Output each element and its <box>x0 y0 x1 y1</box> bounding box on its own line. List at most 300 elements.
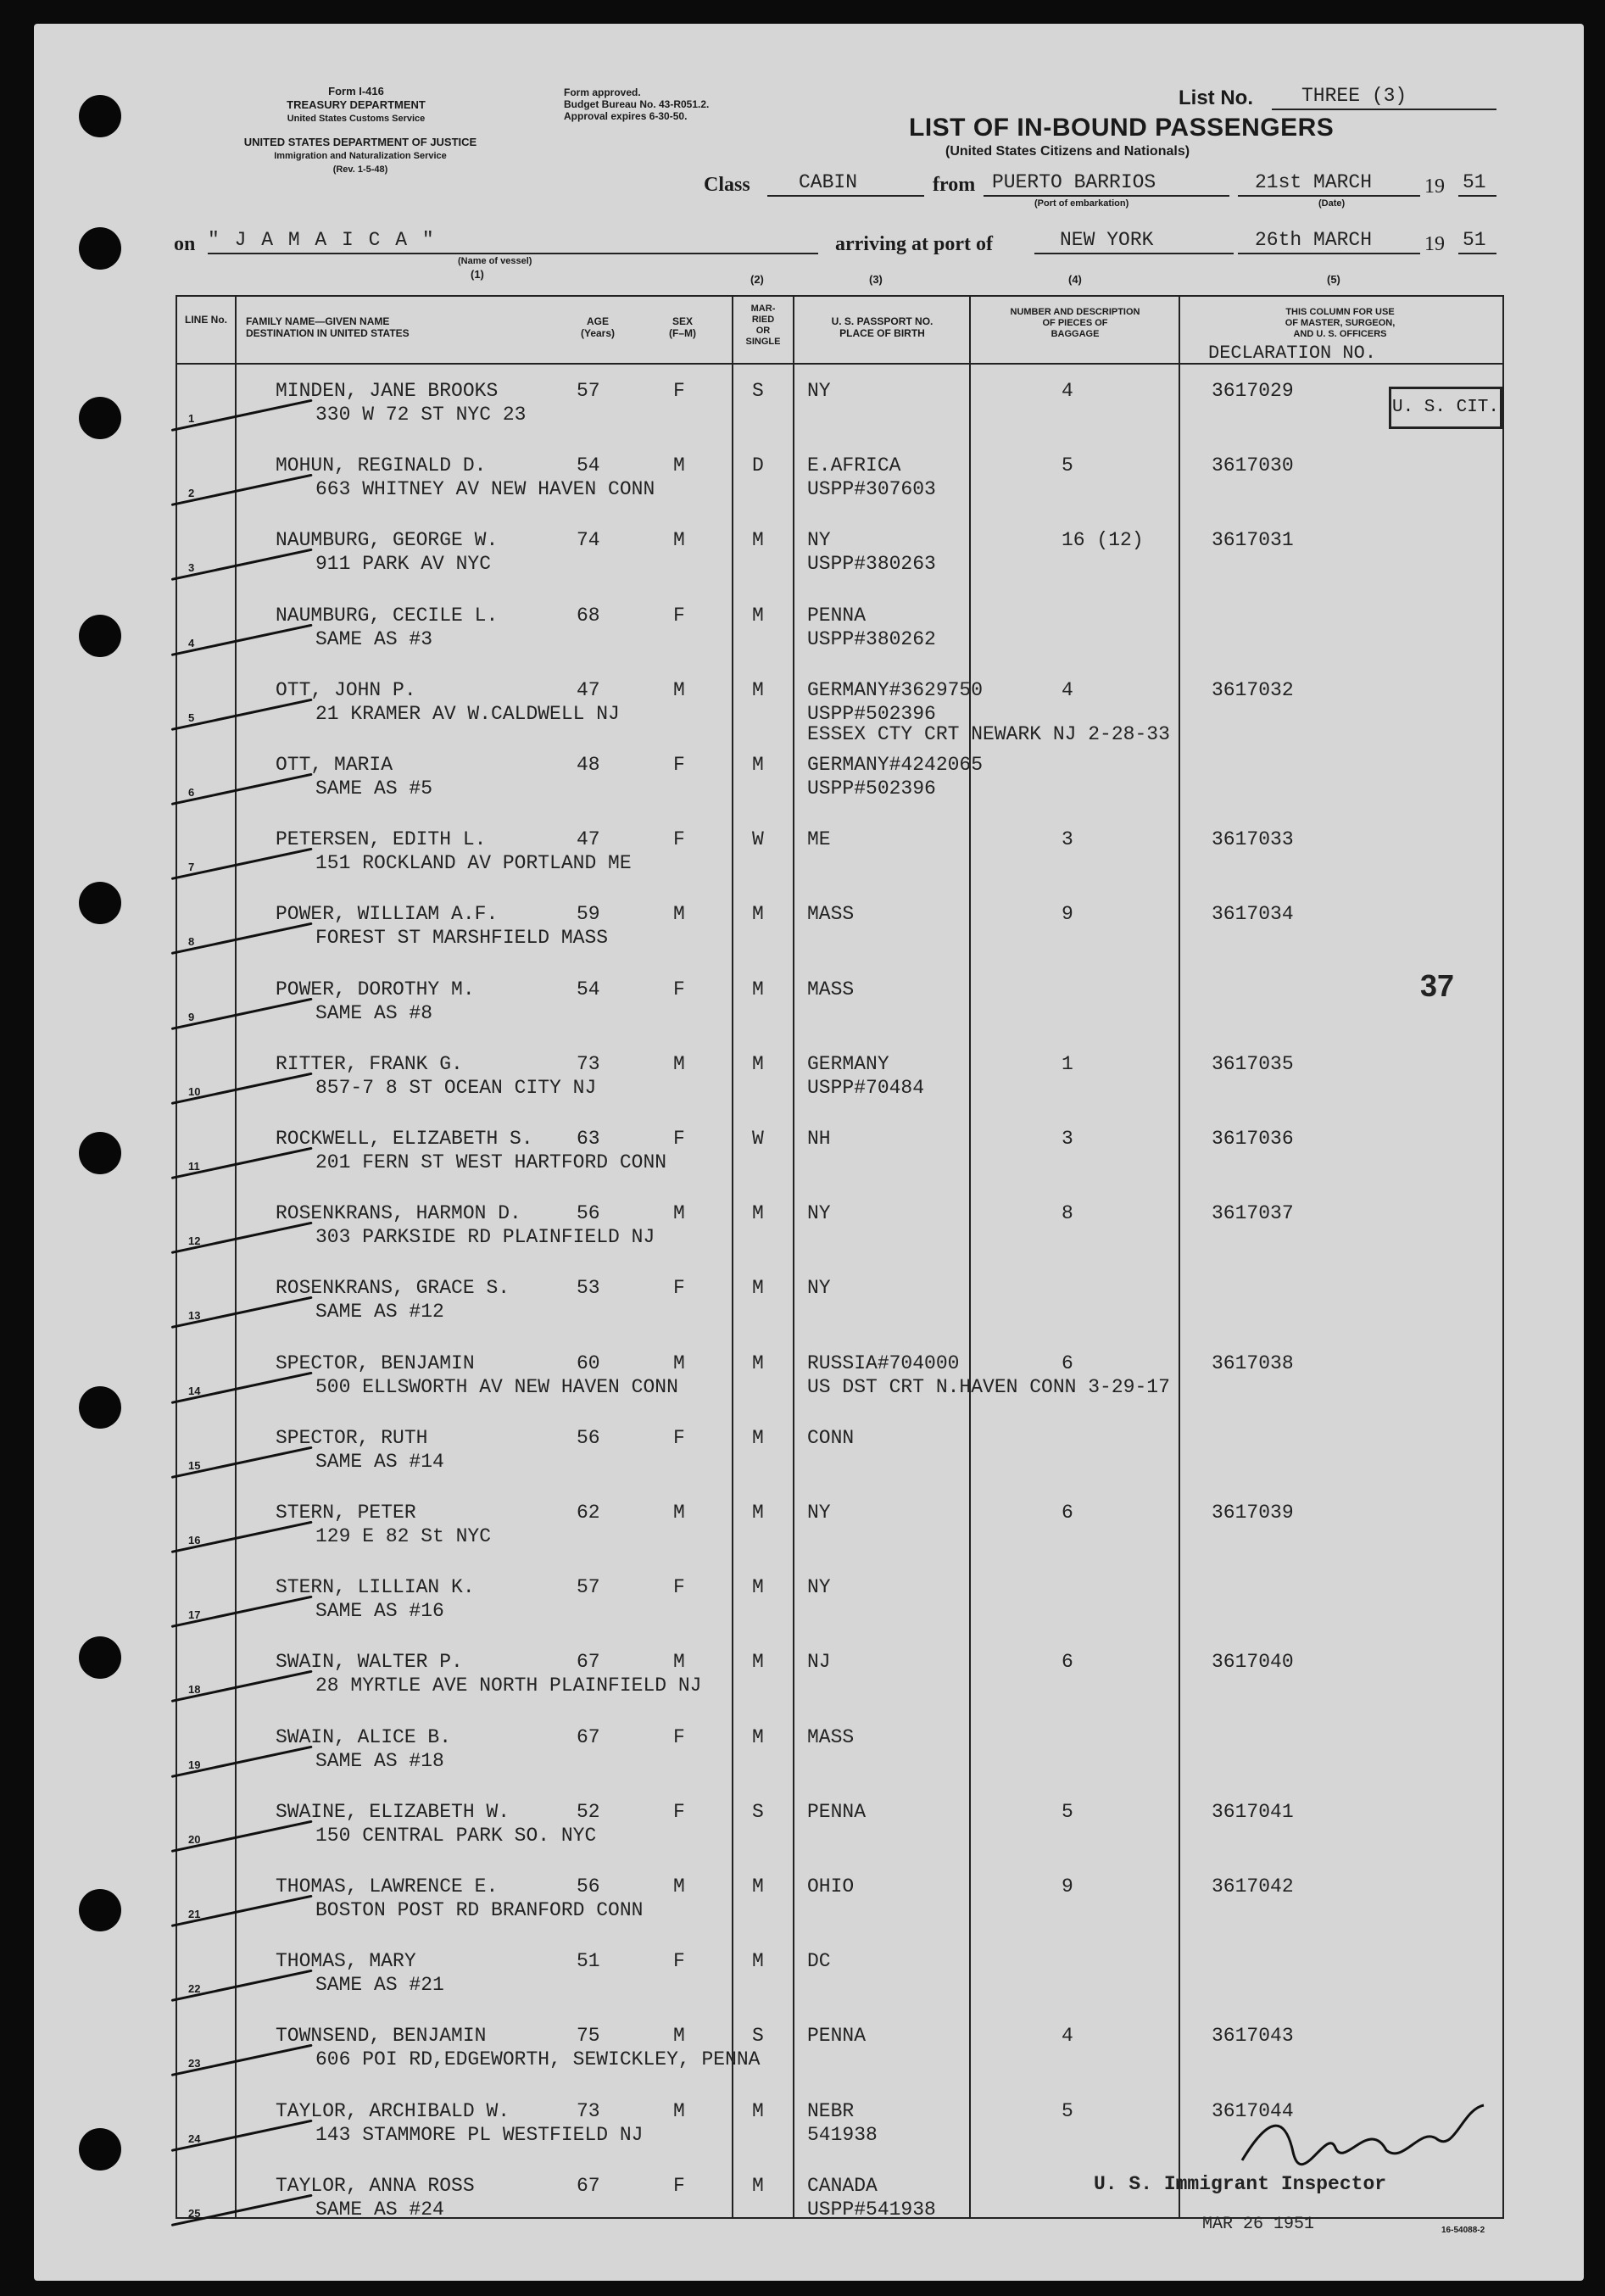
from-underline <box>984 195 1229 197</box>
passport-place: ME <box>807 828 831 851</box>
passenger-name: TAYLOR, ARCHIBALD W. <box>276 2099 510 2122</box>
declaration-number: 3617040 <box>1212 1651 1294 1674</box>
passenger-sex: F <box>673 1128 685 1150</box>
col-head-officers <box>1181 307 1499 340</box>
marital-status: M <box>752 1351 764 1374</box>
line-number: 24 <box>188 2132 201 2145</box>
binder-hole <box>79 2128 121 2171</box>
passenger-sex: F <box>673 1950 685 1973</box>
baggage-count: 16 (12) <box>1062 529 1144 552</box>
arrival-year-prefix: 19 <box>1424 233 1445 255</box>
passenger-sex: M <box>673 1351 685 1374</box>
passport-number: USPP#502396 <box>807 777 936 800</box>
passenger-name: ROSENKRANS, HARMON D. <box>276 1202 521 1225</box>
binder-hole <box>79 1889 121 1931</box>
passenger-destination: 330 W 72 ST NYC 23 <box>315 404 527 426</box>
passenger-age: 53 <box>577 1277 600 1300</box>
passenger-age: 57 <box>577 380 600 402</box>
passenger-sex: F <box>673 1725 685 1748</box>
marital-status: M <box>752 1502 764 1524</box>
passenger-name: SWAIN, ALICE B. <box>276 1725 452 1748</box>
baggage-count: 9 <box>1062 1875 1073 1898</box>
line-number: 3 <box>188 561 195 575</box>
header-approval-block <box>564 86 818 122</box>
baggage-count: 4 <box>1062 380 1073 402</box>
passenger-sex: M <box>673 529 685 552</box>
passport-place: MASS <box>807 903 855 926</box>
passport-place: NY <box>807 1202 831 1225</box>
marital-status: W <box>752 828 764 851</box>
year-underline <box>1458 195 1496 197</box>
col-head-baggage <box>972 307 1179 340</box>
passenger-name: TOWNSEND, BENJAMIN <box>276 2025 487 2048</box>
line-number: 12 <box>188 1234 201 1248</box>
col-head-age <box>564 315 632 339</box>
table-row <box>176 1488 1501 1563</box>
passenger-age: 67 <box>577 1725 600 1748</box>
passenger-name: OTT, MARIA <box>276 754 393 776</box>
marital-status: M <box>752 1576 764 1599</box>
passenger-name: THOMAS, LAWRENCE E. <box>276 1875 499 1898</box>
marital-status: M <box>752 678 764 701</box>
approval-expires: Approval expires 6-30-50. <box>564 110 688 122</box>
passenger-age: 54 <box>577 454 600 477</box>
line-number: 22 <box>188 1982 201 1996</box>
declaration-number: 3617031 <box>1212 529 1294 552</box>
passport-place: GERMANY#3629750 <box>807 678 984 701</box>
col-head-line-no: LINE No. <box>185 314 227 326</box>
passenger-sex: M <box>673 454 685 477</box>
passenger-sex: M <box>673 1651 685 1674</box>
baggage-count: 9 <box>1062 903 1073 926</box>
table-row <box>176 591 1501 666</box>
passenger-name: MOHUN, REGINALD D. <box>276 454 487 477</box>
passport-place: NY <box>807 529 831 552</box>
passenger-sex: M <box>673 1052 685 1075</box>
inspector-signature <box>1234 2101 1488 2177</box>
passport-place: MASS <box>807 1725 855 1748</box>
binder-hole <box>79 227 121 270</box>
binder-hole <box>79 1386 121 1429</box>
baggage-count: 5 <box>1062 2099 1073 2122</box>
table-row <box>176 666 1501 745</box>
table-row <box>176 1563 1501 1637</box>
class-value: CABIN <box>799 171 858 193</box>
marital-status: M <box>752 754 764 776</box>
declaration-number: 3617030 <box>1212 454 1294 477</box>
baggage-count: 4 <box>1062 678 1073 701</box>
passenger-age: 56 <box>577 1202 600 1225</box>
declaration-number: 3617033 <box>1212 828 1294 851</box>
declaration-number: 3617036 <box>1212 1128 1294 1150</box>
revision: (Rev. 1-5-48) <box>332 164 388 175</box>
passport-number: USPP#380263 <box>807 553 936 576</box>
declaration-number: 3617032 <box>1212 678 1294 701</box>
line-number: 23 <box>188 2057 201 2070</box>
passenger-age: 56 <box>577 1426 600 1449</box>
baggage-count: 6 <box>1062 1651 1073 1674</box>
column-number-1: (1) <box>471 268 484 281</box>
marital-status: M <box>752 1202 764 1225</box>
naturalization-court: ESSEX CTY CRT NEWARK NJ 2-28-33 <box>807 722 1170 745</box>
passenger-name: SWAINE, ELIZABETH W. <box>276 1800 510 1823</box>
passenger-destination: SAME AS #8 <box>315 1001 433 1024</box>
table-row <box>176 2011 1501 2086</box>
passport-place: NY <box>807 380 831 402</box>
table-row <box>176 1263 1501 1338</box>
table-row <box>176 1937 1501 2011</box>
passenger-sex: M <box>673 2099 685 2122</box>
form-approved: Form approved. <box>564 86 641 98</box>
year-prefix: 19 <box>1424 176 1445 198</box>
marital-status: M <box>752 1052 764 1075</box>
page-title: LIST OF IN-BOUND PASSENGERS <box>909 114 1335 142</box>
passenger-sex: M <box>673 903 685 926</box>
declaration-number: 3617039 <box>1212 1502 1294 1524</box>
marital-status: W <box>752 1128 764 1150</box>
passenger-sex: F <box>673 2174 685 2197</box>
col-head-married <box>734 304 792 348</box>
passenger-sex: F <box>673 754 685 776</box>
passenger-destination: 857-7 8 ST OCEAN CITY NJ <box>315 1076 597 1099</box>
port-underline <box>1034 253 1234 254</box>
passenger-age: 48 <box>577 754 600 776</box>
table-row <box>176 889 1501 964</box>
arriving-label: arriving at port of <box>835 233 993 255</box>
passenger-name: SWAIN, WALTER P. <box>276 1651 463 1674</box>
table-row <box>176 1862 1501 1937</box>
passport-number: USPP#502396 <box>807 702 936 725</box>
passenger-destination: 303 PARKSIDE RD PLAINFIELD NJ <box>315 1226 655 1249</box>
passenger-sex: F <box>673 604 685 627</box>
table-row <box>176 1787 1501 1862</box>
vessel-name: " J A M A I C A " <box>208 229 436 251</box>
marital-status: S <box>752 380 764 402</box>
page-subtitle: (United States Citizens and Nationals) <box>945 144 1190 159</box>
passenger-destination: 663 WHITNEY AV NEW HAVEN CONN <box>315 478 655 501</box>
line-number: 5 <box>188 711 195 724</box>
declaration-no-heading: DECLARATION NO. <box>1208 343 1377 364</box>
passenger-destination: BOSTON POST RD BRANFORD CONN <box>315 1899 644 1921</box>
arrival-date: 26th MARCH <box>1255 229 1373 251</box>
declaration-number: 3617034 <box>1212 903 1294 926</box>
passenger-name: THOMAS, MARY <box>276 1950 416 1973</box>
table-row <box>176 1189 1501 1263</box>
date-underline <box>1238 195 1420 197</box>
passenger-age: 67 <box>577 2174 600 2197</box>
baggage-count: 5 <box>1062 454 1073 477</box>
line-number: 6 <box>188 786 195 799</box>
passenger-age: 57 <box>577 1576 600 1599</box>
passport-place: NY <box>807 1502 831 1524</box>
passenger-destination: SAME AS #12 <box>315 1301 444 1324</box>
table-row <box>176 441 1501 515</box>
passport-place: NY <box>807 1576 831 1599</box>
passenger-age: 54 <box>577 978 600 1000</box>
justice-department: UNITED STATES DEPARTMENT OF JUSTICE <box>243 136 477 148</box>
binder-hole <box>79 397 121 439</box>
passport-place: GERMANY#4242065 <box>807 754 984 776</box>
class-underline <box>767 195 924 197</box>
passenger-sex: F <box>673 828 685 851</box>
line-number: 1 <box>188 412 195 425</box>
passenger-destination: 500 ELLSWORTH AV NEW HAVEN CONN <box>315 1375 678 1398</box>
header-treasury-block <box>229 85 483 125</box>
line-number: 7 <box>188 861 195 874</box>
inspector-label: U. S. Immigrant Inspector <box>1094 2173 1387 2195</box>
list-no-value: THREE (3) <box>1301 85 1407 107</box>
passport-place: DC <box>807 1950 831 1973</box>
passport-place: MASS <box>807 978 855 1000</box>
passenger-age: 52 <box>577 1800 600 1823</box>
line-number: 25 <box>188 2206 201 2220</box>
passenger-sex: F <box>673 1800 685 1823</box>
table-row <box>176 1039 1501 1114</box>
passenger-destination: 201 FERN ST WEST HARTFORD CONN <box>315 1151 667 1173</box>
customs-service: United States Customs Service <box>287 114 426 124</box>
passenger-name: STERN, PETER <box>276 1502 416 1524</box>
arrival-year: 51 <box>1463 229 1486 251</box>
binder-hole <box>79 95 121 137</box>
passenger-age: 73 <box>577 1052 600 1075</box>
marital-status: M <box>752 1426 764 1449</box>
passenger-name: STERN, LILLIAN K. <box>276 1576 475 1599</box>
marital-status: M <box>752 978 764 1000</box>
passenger-name: POWER, WILLIAM A.F. <box>276 903 499 926</box>
marital-status: M <box>752 604 764 627</box>
column-number-4: (4) <box>1068 273 1082 286</box>
passenger-sex: M <box>673 678 685 701</box>
line-number: 11 <box>188 1160 200 1173</box>
column-number-5: (5) <box>1327 273 1340 286</box>
passenger-age: 74 <box>577 529 600 552</box>
date-stamp: MAR 26 1951 <box>1202 2215 1315 2234</box>
list-no-label: List No. <box>1179 86 1253 109</box>
baggage-count: 6 <box>1062 1351 1073 1374</box>
marital-status: M <box>752 1651 764 1674</box>
declaration-number: 3617041 <box>1212 1800 1294 1823</box>
arrival-year-underline <box>1458 253 1496 254</box>
baggage-count: 5 <box>1062 1800 1073 1823</box>
passport-number: USPP#541938 <box>807 2198 936 2221</box>
declaration-number: 3617029 <box>1212 380 1294 402</box>
passport-place: CANADA <box>807 2174 878 2197</box>
line-number: 2 <box>188 487 195 500</box>
col-head-passport-text: U. S. PASSPORT NO. PLACE OF BIRTH <box>831 315 933 339</box>
from-label: from <box>933 174 976 196</box>
col-head-passport <box>795 315 969 339</box>
passport-number: USPP#380262 <box>807 627 936 650</box>
passport-number: 541938 <box>807 2123 878 2146</box>
passenger-name: MINDEN, JANE BROOKS <box>276 380 499 402</box>
marital-status: D <box>752 454 764 477</box>
column-number-3: (3) <box>869 273 883 286</box>
col-head-name <box>246 315 568 339</box>
declaration-number: 3617043 <box>1212 2025 1294 2048</box>
passenger-destination: SAME AS #14 <box>315 1450 444 1473</box>
table-row <box>176 1637 1501 1712</box>
declaration-number: 3617035 <box>1212 1052 1294 1075</box>
from-caption: (Port of embarkation) <box>1034 198 1129 209</box>
passenger-sex: M <box>673 1875 685 1898</box>
passenger-age: 67 <box>577 1651 600 1674</box>
passenger-destination: FOREST ST MARSHFIELD MASS <box>315 927 609 950</box>
declaration-number: 3617038 <box>1212 1351 1294 1374</box>
header-justice-block <box>174 136 547 176</box>
marital-status: M <box>752 529 764 552</box>
passport-place: PENNA <box>807 604 867 627</box>
departure-date: 21st MARCH <box>1255 171 1373 193</box>
passenger-name: NAUMBURG, GEORGE W. <box>276 529 499 552</box>
passenger-destination: 151 ROCKLAND AV PORTLAND ME <box>315 852 632 875</box>
passenger-name: ROSENKRANS, GRACE S. <box>276 1277 510 1300</box>
passenger-destination: SAME AS #21 <box>315 1974 444 1997</box>
binder-hole <box>79 882 121 924</box>
passport-place: CONN <box>807 1426 855 1449</box>
passenger-age: 59 <box>577 903 600 926</box>
passport-place: NJ <box>807 1651 831 1674</box>
passenger-sex: M <box>673 1202 685 1225</box>
passenger-sex: F <box>673 1426 685 1449</box>
col-head-baggage-text: NUMBER AND DESCRIPTION OF PIECES OF BAGGAGE <box>1010 307 1140 339</box>
passenger-age: 47 <box>577 678 600 701</box>
passport-number: US DST CRT N.HAVEN CONN 3-29-17 <box>807 1375 1170 1398</box>
declaration-number: 3617044 <box>1212 2099 1294 2122</box>
marital-status: S <box>752 1800 764 1823</box>
table-row <box>176 1413 1501 1488</box>
marital-status: M <box>752 1950 764 1973</box>
line-number: 15 <box>188 1458 201 1472</box>
marital-status: M <box>752 1875 764 1898</box>
arrival-port: NEW YORK <box>1060 229 1154 251</box>
passenger-name: POWER, DOROTHY M. <box>276 978 475 1000</box>
passenger-age: 62 <box>577 1502 600 1524</box>
binder-hole <box>79 1132 121 1174</box>
budget-bureau: Budget Bureau No. 43-R051.2. <box>564 98 710 110</box>
class-label: Class <box>704 174 750 196</box>
passport-place: E.AFRICA <box>807 454 901 477</box>
passenger-age: 51 <box>577 1950 600 1973</box>
passenger-name: PETERSEN, EDITH L. <box>276 828 487 851</box>
binder-hole <box>79 615 121 657</box>
line-number: 17 <box>188 1608 201 1622</box>
baggage-count: 4 <box>1062 2025 1073 2048</box>
passport-number: USPP#307603 <box>807 478 936 501</box>
table-row <box>176 815 1501 889</box>
passenger-sex: F <box>673 380 685 402</box>
passenger-destination: 129 E 82 St NYC <box>315 1525 492 1547</box>
line-number: 20 <box>188 1832 201 1846</box>
passenger-sex: F <box>673 1576 685 1599</box>
passenger-destination: 143 STAMMORE PL WESTFIELD NJ <box>315 2123 644 2146</box>
side-number: 37 <box>1420 968 1455 1003</box>
table-row <box>176 1339 1501 1413</box>
table-row <box>176 1114 1501 1189</box>
baggage-count: 6 <box>1062 1502 1073 1524</box>
form-number: Form I-416 <box>328 85 384 98</box>
baggage-count: 3 <box>1062 828 1073 851</box>
binder-hole <box>79 1636 121 1679</box>
passenger-sex: M <box>673 2025 685 2048</box>
col-head-name-text: FAMILY NAME—GIVEN NAME DESTINATION IN UNITED STATES <box>246 315 410 339</box>
passenger-name: ROCKWELL, ELIZABETH S. <box>276 1128 533 1150</box>
passenger-age: 56 <box>577 1875 600 1898</box>
arrival-date-underline <box>1238 253 1420 254</box>
passenger-destination: 28 MYRTLE AVE NORTH PLAINFIELD NJ <box>315 1675 702 1697</box>
passport-place: NY <box>807 1277 831 1300</box>
passenger-age: 63 <box>577 1128 600 1150</box>
passport-place: NEBR <box>807 2099 855 2122</box>
list-no-underline <box>1272 109 1496 110</box>
passport-place: GERMANY <box>807 1052 889 1075</box>
marital-status: M <box>752 2174 764 2197</box>
table-row <box>176 366 1501 441</box>
passport-place: PENNA <box>807 1800 867 1823</box>
declaration-number: 3617042 <box>1212 1875 1294 1898</box>
passport-number: USPP#70484 <box>807 1076 925 1099</box>
passenger-sex: F <box>673 978 685 1000</box>
ins-service: Immigration and Naturalization Service <box>274 151 447 161</box>
baggage-count: 1 <box>1062 1052 1073 1075</box>
marital-status: M <box>752 1277 764 1300</box>
passenger-destination: SAME AS #18 <box>315 1749 444 1772</box>
baggage-count: 3 <box>1062 1128 1073 1150</box>
col-head-age-text: AGE (Years) <box>580 315 616 339</box>
passenger-destination: SAME AS #3 <box>315 627 433 650</box>
passenger-age: 47 <box>577 828 600 851</box>
form-code: 16-54088-2 <box>1441 2226 1485 2235</box>
passenger-name: RITTER, FRANK G. <box>276 1052 463 1075</box>
marital-status: S <box>752 2025 764 2048</box>
line-number: 14 <box>188 1384 201 1397</box>
vessel-caption: (Name of vessel) <box>458 256 532 266</box>
marital-status: M <box>752 1725 764 1748</box>
passenger-destination: SAME AS #24 <box>315 2198 444 2221</box>
line-number: 16 <box>188 1534 201 1546</box>
passenger-destination: 21 KRAMER AV W.CALDWELL NJ <box>315 702 620 725</box>
treasury-department: TREASURY DEPARTMENT <box>287 98 426 111</box>
passenger-destination: 606 POI RD,EDGEWORTH, SEWICKLEY, PENNA <box>315 2048 761 2071</box>
col-head-officers-text: THIS COLUMN FOR USE OF MASTER, SURGEON, AND U. S. OFFICERS <box>1285 307 1396 339</box>
line-number: 19 <box>188 1758 201 1771</box>
table-row <box>176 1713 1501 1787</box>
table-row <box>176 965 1501 1039</box>
col-head-sex-text: SEX (F–M) <box>669 315 696 339</box>
col-head-married-text: MAR- RIED OR SINGLE <box>745 304 781 347</box>
line-number: 21 <box>188 1908 201 1920</box>
line-number: 18 <box>188 1683 201 1697</box>
on-label: on <box>174 233 196 255</box>
passenger-sex: M <box>673 1502 685 1524</box>
passenger-destination: 150 CENTRAL PARK SO. NYC <box>315 1824 597 1847</box>
passenger-name: OTT, JOHN P. <box>276 678 416 701</box>
column-number-2: (2) <box>750 273 764 286</box>
marital-status: M <box>752 903 764 926</box>
signature-scribble <box>1234 2101 1488 2177</box>
departure-year: 51 <box>1463 171 1486 193</box>
line-number: 13 <box>188 1309 201 1323</box>
us-citizen-stamp: U. S. CIT. <box>1389 387 1502 429</box>
passenger-sex: F <box>673 1277 685 1300</box>
declaration-number: 3617037 <box>1212 1202 1294 1225</box>
line-number: 9 <box>188 1010 195 1023</box>
date-caption: (Date) <box>1318 198 1346 209</box>
col-head-sex <box>649 315 716 339</box>
table-row <box>176 740 1501 815</box>
passport-place: RUSSIA#704000 <box>807 1351 960 1374</box>
passenger-name: NAUMBURG, CECILE L. <box>276 604 499 627</box>
line-number: 8 <box>188 935 195 949</box>
